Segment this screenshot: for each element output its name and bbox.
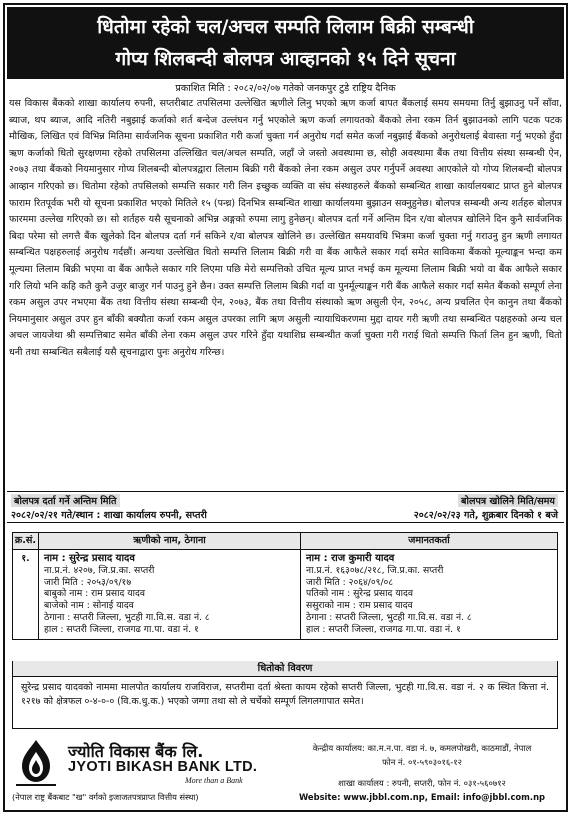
collateral-title: धितोको विवरण	[12, 661, 558, 677]
guarantor-father-in-law: ससुराको नाम : राम प्रसाद यादव	[306, 600, 413, 612]
opening-date-value: २०८२/०२/२३ गते, शुक्रबार दिनको १ बजे	[413, 510, 558, 521]
notice-title-banner	[7, 7, 564, 79]
bank-name-nepali: ज्योति विकास बैंक लि.	[68, 742, 204, 761]
borrower-name: नाम : सुरेन्द्र प्रसाद यादव	[44, 553, 135, 564]
bank-branding	[10, 738, 280, 788]
website-email: Website: www.jbbl.com.np, Email: info@jbbl.com.np	[298, 791, 546, 802]
table-header-row	[13, 533, 558, 550]
borrower-issue-date: जारी मिति : २०५३/०९/१७	[44, 576, 132, 588]
row-sn: १.	[13, 550, 39, 640]
title-line-2: गोप्य शिलबन्दी बोलपत्र आव्हानको १५ दिने सूचना	[115, 48, 456, 70]
bank-name-english: JYOTI BIKASH BANK LTD.	[68, 759, 258, 775]
guarantor-citizenship: ना.प्र.नं. १६३०७८/२१८, जि.प्र.का. सप्तरी	[306, 564, 444, 576]
borrower-father: बाबुको नाम : राम प्रसाद यादव	[44, 588, 146, 600]
head-office-phone: फोन नं. ०१-५९०३०१६-१२	[382, 756, 462, 767]
branch-office-info: शाखा कार्यालय : रुपनी, सप्तरी, फोन नं. ०३१-५६०७१२	[338, 778, 506, 788]
title-line-1: धितोमा रहेको चल/अचल सम्पति लिलाम बिक्री सम्बन्धी	[97, 16, 474, 38]
guarantor-cell	[301, 550, 558, 640]
parties-table	[12, 532, 558, 640]
header-borrower: ऋणीको नाम, ठेगाना	[39, 533, 301, 550]
publication-info: प्रकाशित मिति : २०८२/०२/०७ गतेको जनकपुर टुडे राष्ट्रिय दैनिक	[175, 83, 396, 94]
bank-tagline: More than a Bank	[185, 776, 243, 785]
submission-deadline-value: २०८२/०२/२१ गते/स्थान : शाखा कार्यालय रुपनी, सप्तरी	[11, 510, 207, 521]
guarantor-issue-date: जारी मिति : २०६४/०९/०८	[306, 576, 394, 588]
bank-license-note: (नेपाल राष्ट्र बैंकबाट "ख" वर्गको इजाजतपत्रप्राप्त वित्तीय संस्था)	[12, 792, 199, 802]
opening-date-label: बोलपत्र खोलिने मिति/समय	[458, 494, 558, 507]
header-sn: क्र.सं.	[13, 533, 39, 550]
jyoti-flame-logo-icon	[10, 738, 62, 788]
guarantor-current-address: हाल : सप्तरी जिल्ला, राजगढ गा.पा. वडा नं. १	[306, 623, 461, 635]
guarantor-address: ठेगाना : सप्तरी जिल्ला, भुटही गा.वि.स. वडा नं. ८	[306, 611, 472, 623]
borrower-current-address: हाल : सप्तरी जिल्ला, राजगढ गा.पा. वडा नं. १	[44, 623, 199, 635]
notice-body-paragraph: यस विकास बैंकको शाखा कार्यालय रुपनी, सप्तरीबाट तपसिलमा उल्लेखित ऋणीले लिनु भएको ऋण कर्जा बापत बैंकलाई समय समयमा तिर्नु बुझाउनु पर्ने साँवा, ब्याज, थप ब्याज, आदि नतिरी नबुझाई कर्जाको शर्त बन्देज उल्लंघन गर्नु भएकोले ऋण कर्जा लगायतको बैंकको लेना रकम तिर्न बुझाउनको लागि पटक पटक मौखिक, लिखित एवं विभिन्न मितिमा सार्वजनिक सूचना प्रकाशित गरी कर्जा चुक्ता गर्न अनुरोध गर्दा समेत कर्जा नबुझाई बैंकको अनुरोधलाई बेवास्ता गर्नु भएको हुँदा ऋण कर्जाको धितो सुरक्षणमा रहेको तपसिलमा उल्लिखित चल/अचल सम्पति, जहाँ जे जस्तो अवस्थामा छ, सोही अवस्थामा बैंक तथा वित्तीय संस्था सम्बन्धी ऐन, २०७३ तथा बैंकको नियमानुसार गोप्य शिलबन्दी बोलपत्रद्वारा लिलाम बिक्री गरी बैंकको लेना रकम असुल उपर गर्नुपर्ने अवस्था आएकोले यो गोप्य शिलबन्दी बोलपत्र आव्हान गरिएको छ। धितोमा रहेको तपसिलको सम्पत्ति सकार गरी लिन इच्छुक व्यक्ति वा संघ संस्थाहरुले बैंकको सम्बन्धित शाखा कार्यालयबाट प्राप्त हुने बोलपत्र फाराम रितपूर्वक भरी यो सूचना प्रकाशित भएको मितिले १५ (पन्ध्र) दिनभित्र सम्बन्धित शाखा कार्यालयमा बुझाउन सक्नुहुनेछ। बोलपत्र सम्बन्धी अन्य शर्तहरु बोलपत्र फारममा उल्लेख गरिएको छ। सो शर्तहरु यसै सूचनाको अभिन्न अङ्गको रुपमा लागु हुनेछन्। बोलपत्र दर्ता गर्ने अन्तिम दिन र/वा बोलपत्र खोलिने दिन कुनै सार्वजनिक बिदा परेमा सो लगत्तै बैंक खुलेको दिन बोलपत्र दर्ता गर्न सकिने र/वा बोलपत्र खोलिने छ। उल्लेखित समयावधि भित्रमा कर्जा चुक्ता गर्नु गराउनु हुन ऋणी लगायत सम्बन्धित पक्षहरुलाई अनुरोध गर्दछौं। अन्यथा उल्लेखित धितो सम्पत्ति लिलाम बिक्री गरी वा बैंक आफैले सकार गर्दा समेत साविकमा बैंकको मूल्याङ्कन भन्दा कम मूल्यमा लिलाम बिक्री भएमा वा बैंक आफैले सकार गरि लिएमा पछि मेरो सम्पत्तिको उचित मूल्य प्राप्त नभई कम मूल्यमा लिलाम बिक्री भयो वा बैंक आफैले सकार गरि लियो भनि कहि कतै कुनै उजुर बाजुर गर्न पाउनु हुने छैन। उक्त सम्पत्ति लिलाम बिक्री गर्दा वा पुनर्मूल्याङ्कन गरी बैंक आफैले सकार गर्दा समेत बैंकको सम्पूर्ण लेना रकम असुल उपर नभएमा बैंक तथा वित्तीय संस्था सम्बन्धी ऐन, २०७३, बैंक तथा वित्तीय संस्थाको ऋण असुली ऐन, २०५८, अन्य प्रचलित ऐन कानुन तथा बैंकको नियमानुसार असुल उपर हुन बाँकी बक्यौता कर्जा रकम असुल उपरका लागि ऋण असुली न्यायाधिकरणमा मुद्दा दायर गरी ऋणी तथा सम्बन्धित पक्षहरुको अन्य चल अचल जायजेथा श्री सम्पत्तिबाट समेत बाँकी लेना रकम असुल उपर गरिने हुँदा यथाशिघ्र सम्बन्धीत कर्जा चुक्ता गरी गराई धितो सम्पत्ति फिर्ता लिन हुन ऋणी, धितो धनी तथा सम्बन्धित सबैलाई यसै सूचनाद्वारा पुनः अनुरोध गरिन्छ।	[9, 98, 562, 358]
collateral-description: सुरेन्द्र प्रसाद यादवको नाममा मालपोत कार्यालय राजविराज, सप्तरीमा दर्ता श्रेस्ता कायम रहेको सप्तरी जिल्ला, भुटही गा.वि.स. वडा नं. २ क स्थित कित्ता नं. १२१७ को क्षेत्रफल ०-४-०-० (वि.क.धु.क.) भएको जग्गा तथा सो ले चर्चेको सम्पूर्ण लिगलगापात समेत।	[12, 677, 558, 729]
guarantor-husband: पतिको नाम : सुरेन्द्र प्रसाद यादव	[306, 588, 414, 600]
borrower-grandfather: बाजेको नाम : सोनाई यादव	[44, 600, 134, 612]
borrower-citizenship: ना.प्र.नं. ४२०७, जि.प्र.का. सप्तरी	[44, 564, 155, 576]
header-guarantor: जमानतकर्ता	[301, 533, 558, 550]
head-office-address: केन्द्रीय कार्यालय: का.म.न.पा. वडा नं. ७, कमलपोखरी, काठमाडौं, नेपाल	[312, 743, 532, 753]
borrower-cell	[39, 550, 301, 640]
borrower-address: ठेगाना : सप्तरी जिल्ला, भुटही गा.वि.स. वडा नं. ८	[44, 611, 210, 623]
submission-deadline-label: बोलपत्र दर्ता गर्ने अन्तिम मिति	[11, 494, 120, 507]
contact-info	[287, 742, 557, 804]
table-row	[13, 550, 558, 640]
guarantor-name: नाम : राज कुमारी यादव	[306, 553, 395, 564]
deadline-bar	[7, 491, 564, 523]
